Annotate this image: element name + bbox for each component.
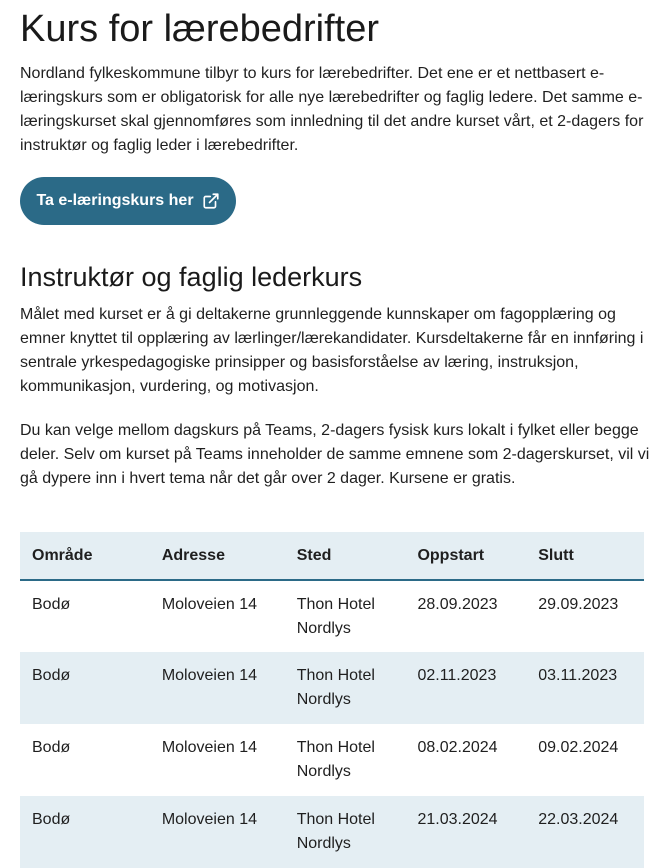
intro-paragraph: Nordland fylkeskommune tilbyr to kurs for lærebedrifter. Det ene er et nettbasert e-læringskurs som er obligatorisk for alle nye lærebedrifter og faglig ledere. Det samme e-læringskurset skal gjennomføres som innledning til det andre kurset vårt, et 2-dagers for instruktør og faglig leder i lærebedrifter. xyxy=(20,65,644,154)
course-table xyxy=(20,532,644,868)
section-paragraph-goal: Målet med kurset er å gi deltakerne grunnleggende kunnskaper om fagopplæring og emner knyttet til opplæring av lærlinger/lærekandidater. Kursdeltakerne får en innføring i sentrale yrkespedagogiske prinsipper og basisforståelse av læring, instruksjon, kommunikasjon, vurdering, og motivasjon. xyxy=(20,306,644,395)
cell-adresse: Moloveien 14 xyxy=(161,811,257,828)
header-slutt: Slutt xyxy=(526,532,644,580)
table-row xyxy=(20,652,644,724)
external-link-icon xyxy=(202,192,220,210)
cell-oppstart: 02.11.2023 xyxy=(417,667,497,684)
cell-oppstart: 28.09.2023 xyxy=(417,596,498,613)
table-row xyxy=(20,796,644,868)
table-header-row xyxy=(20,532,644,580)
header-omrade: Område xyxy=(20,532,150,580)
cell-omrade: Bodø xyxy=(32,739,71,756)
cell-omrade: Bodø xyxy=(32,667,71,684)
table-row xyxy=(20,724,644,796)
cell-sted: Thon Hotel Nordlys xyxy=(296,596,375,637)
cell-omrade: Bodø xyxy=(32,811,71,828)
table-row xyxy=(20,580,644,652)
page-title: Kurs for lærebedrifter xyxy=(20,8,380,50)
cell-slutt: 03.11.2023 xyxy=(538,667,618,684)
cell-oppstart: 08.02.2024 xyxy=(417,739,498,756)
e-learning-button-label: Ta e-læringskurs her xyxy=(36,192,194,209)
e-learning-button[interactable] xyxy=(20,177,236,225)
cell-sted: Thon Hotel Nordlys xyxy=(296,667,375,708)
header-adresse: Adresse xyxy=(150,532,285,580)
section-paragraph-options: Du kan velge mellom dagskurs på Teams, 2-dagers fysisk kurs lokalt i fylket eller begge deler. Selv om kurset på Teams inneholder de samme emnene som 2-dagerskurset, vil vi gå dypere inn i hvert tema når det går over 2 dager. Kursene er gratis. xyxy=(20,422,650,487)
header-sted: Sted xyxy=(285,532,406,580)
cell-adresse: Moloveien 14 xyxy=(161,739,257,756)
header-oppstart: Oppstart xyxy=(405,532,526,580)
cell-slutt: 29.09.2023 xyxy=(538,596,619,613)
cell-omrade: Bodø xyxy=(32,596,71,613)
cell-adresse: Moloveien 14 xyxy=(161,596,257,613)
cell-oppstart: 21.03.2024 xyxy=(417,811,498,828)
cell-sted: Thon Hotel Nordlys xyxy=(296,739,375,780)
cell-adresse: Moloveien 14 xyxy=(161,667,257,684)
section-title: Instruktør og faglig lederkurs xyxy=(20,262,363,292)
cell-slutt: 22.03.2024 xyxy=(538,811,619,828)
cell-slutt: 09.02.2024 xyxy=(538,739,619,756)
cell-sted: Thon Hotel Nordlys xyxy=(296,811,375,852)
